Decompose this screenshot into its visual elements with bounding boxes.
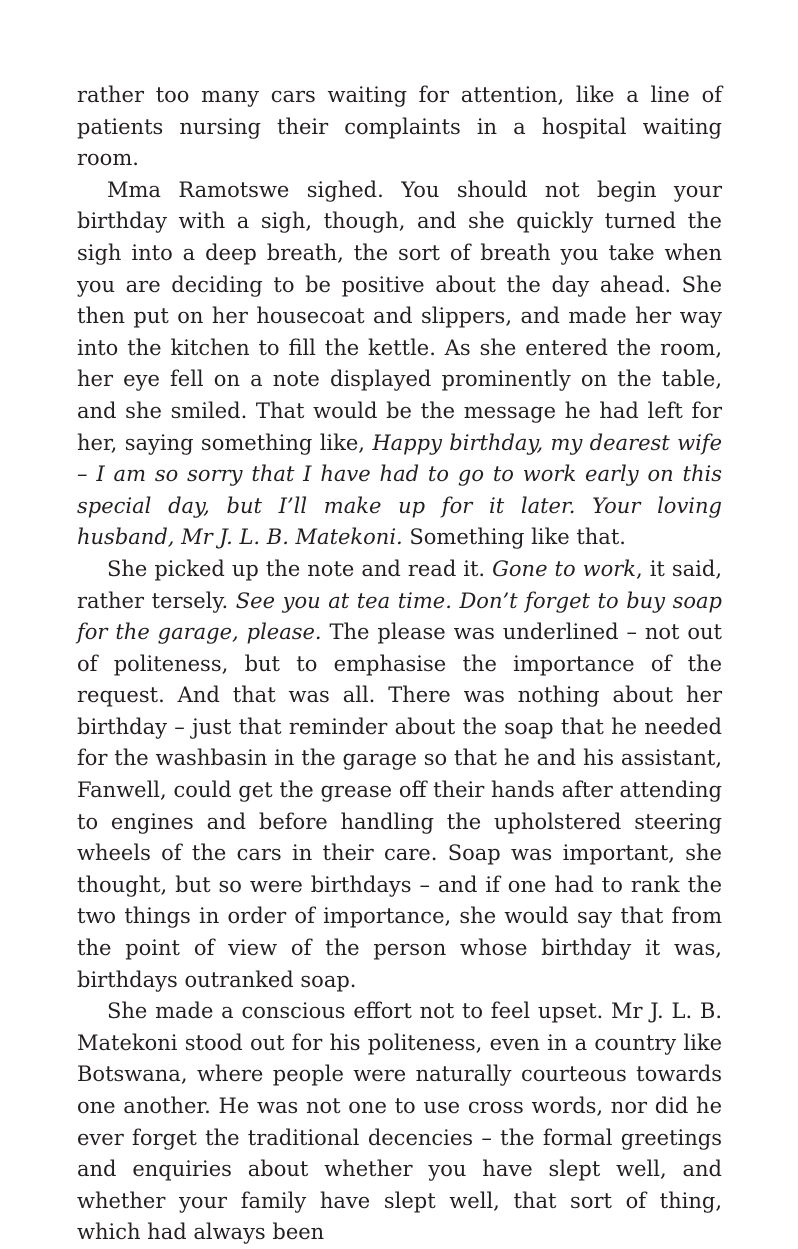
- paragraph: [77, 554, 722, 996]
- italic-note-text: Happy birthday, my dearest wife – I am so sorry that I have had to go to work early on this special day, but I’ll make up for it later. Your loving husband, Mr J. L. B. Matekoni.: [77, 430, 723, 550]
- text-run: Mma Ramotswe sighed. You should not begin your birthday with a sigh, though, and she quickly turned the sigh into a deep breath, the sort of breath you take when you are deciding to be positive about the day ahead. She then put on her housecoat and slippers, and made her way into the kitchen to fill the kettle. As she entered the room, her eye fell on a note displayed prominently on the table, and she smiled. That would be the message he had left for her, saying something like,: [77, 177, 722, 455]
- text-run: , it said, rather tersely.: [77, 556, 723, 613]
- italic-note-text: See you at tea time. Don’t forget to buy soap for the garage, please.: [77, 588, 722, 645]
- text-run: rather too many cars waiting for attention, like a line of patients nursing their complaints in a hospital waiting room.: [77, 83, 722, 171]
- text-run: She made a conscious effort not to feel upset. Mr J. L. B. Matekoni stood out for his politeness, even in a country like Botswana, where people were naturally courteous towards one another. He was not one to use cross words, nor did he ever forget the traditional decencies – the formal greetings and enquiries about whether you have slept well, and whether your family have slept well, that sort of thing, which had always been: [77, 999, 722, 1245]
- text-run: She picked up the note and read it.: [107, 556, 493, 581]
- text-run: The please was underlined – not out of politeness, but to emphasise the importance of the request. And that was all. There was nothing about her birthday – just that reminder about the soap that he needed for the washbasin in the garage so that he and his assistant, Fanwell, could get the grease off their hands after attending to engines and before handling the upholstered steering wheels of the cars in their care. Soap was important, she thought, but so were birthdays – and if one had to rank the two things in order of importance, she would say that from the point of view of the person whose birthday it was, birthdays outranked soap.: [77, 620, 722, 992]
- italic-note-text: Gone to work: [492, 556, 637, 581]
- paragraph: [77, 175, 722, 554]
- book-page-body: [77, 80, 722, 1249]
- paragraph: [77, 996, 722, 1249]
- text-run: Something like that.: [402, 525, 626, 550]
- paragraph: [77, 80, 722, 175]
